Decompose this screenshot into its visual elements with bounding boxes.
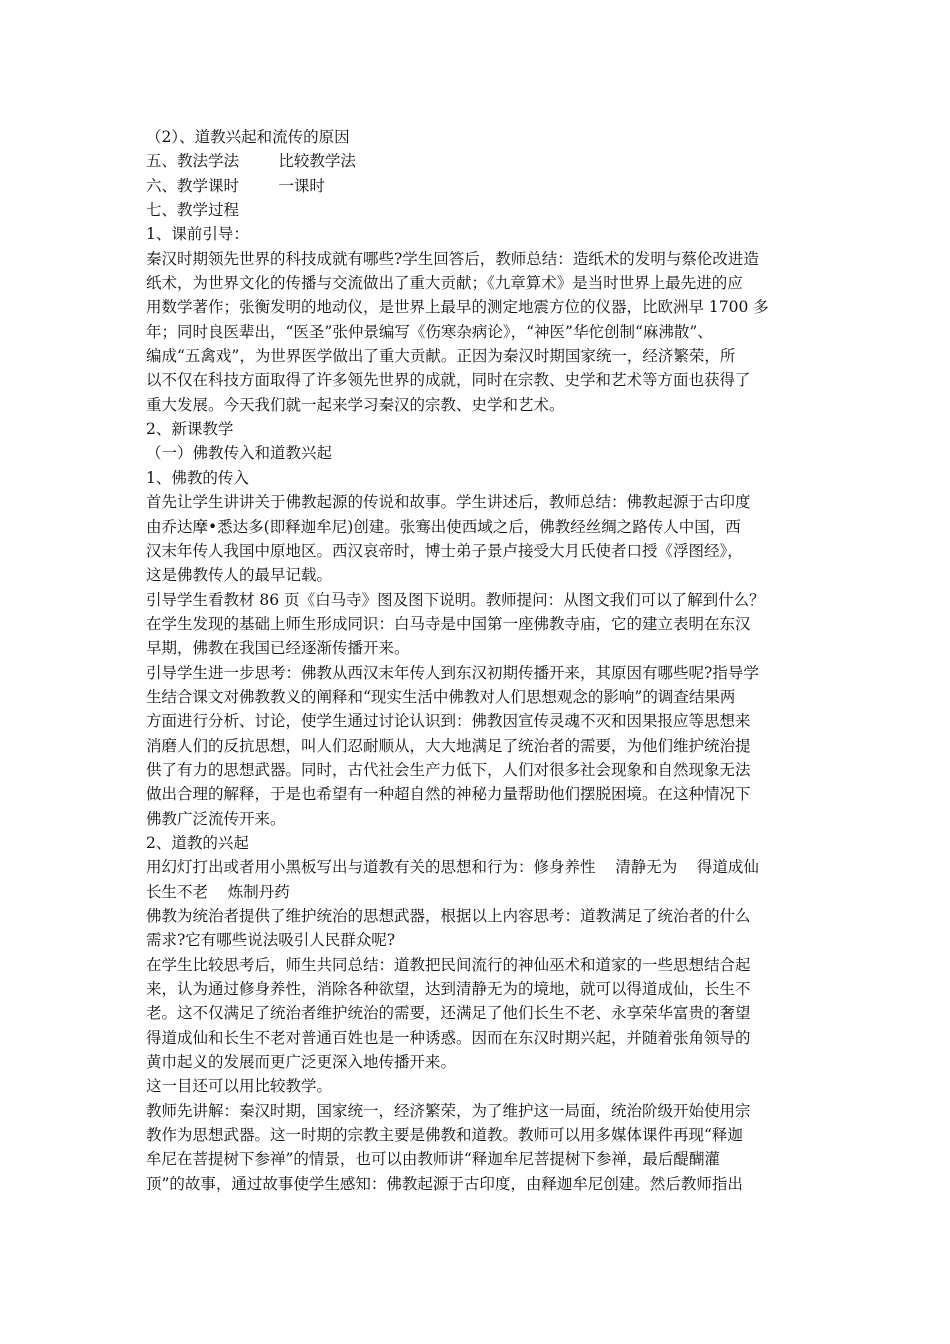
paragraph-line: 佛教广泛流传开来。: [146, 809, 286, 828]
paragraph-line: 方面进行分析、讨论，使学生通过讨论认识到：佛教因宣传灵魂不灭和因果报应等思想来: [146, 712, 751, 731]
paragraph-line: 顶”的故事，通过故事使学生感知：佛教起源于古印度，由释迦牟尼创建。然后教师指出: [146, 1174, 743, 1193]
paragraph-line: 在学生比较思考后，师生共同总结：道教把民间流行的神仙巫术和道家的一些思想结合起: [146, 955, 751, 974]
paragraph-line: 首先让学生讲讲关于佛教起源的传说和故事。学生讲述后，教师总结：佛教起源于古印度: [146, 493, 751, 512]
paragraph-line: 秦汉时期领先世界的科技成就有哪些?学生回答后，教师总结：造纸术的发明与蔡伦改进造: [146, 249, 759, 268]
paragraph-line: 以不仅在科技方面取得了许多领先世界的成就，同时在宗教、史学和艺术等方面也获得了: [146, 371, 751, 390]
subsection-heading: 1、佛教的传入: [146, 468, 249, 487]
paragraph-line: 长生不老 炼制丹药: [146, 882, 290, 901]
paragraph-line: 佛教为统治者提供了维护统治的思想武器，根据以上内容思考：道教满足了统治者的什么: [146, 907, 751, 925]
paragraph-line: 早期，佛教在我国已经逐渐传播开来。: [146, 639, 410, 658]
paragraph-line: 由乔达摩•悉达多(即释迦牟尼)创建。张骞出使西域之后，佛教经丝绸之路传人中国，西: [146, 517, 741, 536]
subsection-heading: 2、新课教学: [146, 420, 234, 439]
paragraph-line: 生结合课文对佛教教义的阐释和“现实生活中佛教对人们思想观念的影响”的调查结果两: [146, 687, 736, 706]
section-heading: 五、教法学法 比较教学法: [146, 152, 356, 171]
paragraph-line: 教作为思想武器。这一时期的宗教主要是佛教和道教。教师可以用多媒体课件再现“释迦: [146, 1126, 743, 1145]
paragraph-line: 引导学生进一步思考：佛教从西汉末年传人到东汉初期传播开来，其原因有哪些呢?指导学: [146, 663, 759, 682]
section-heading: 六、教学课时 一课时: [146, 176, 325, 195]
paragraph-line: 老。这不仅满足了统治者维护统治的需要，还满足了他们长生不老、永享荣华富贵的奢望: [146, 1004, 751, 1023]
paragraph-line: 用幻灯打出或者用小黑板写出与道教有关的思想和行为：修身养性 清静无为 得道成仙: [146, 858, 759, 877]
paragraph-line: 引导学生看教材 86 页《白马寺》图及图下说明。教师提问：从图文我们可以了解到什么？: [146, 590, 765, 609]
paragraph-line: 在学生发现的基础上师生形成同识：白马寺是中国第一座佛教寺庙，它的建立表明在东汉: [146, 614, 751, 633]
paragraph-line: 用数学著作；张衡发明的地动仪，是世界上最早的测定地震方位的仪器，比欧洲早 1700 多: [146, 298, 769, 317]
paragraph-line: 供了有力的思想武器。同时，古代社会生产力低下，人们对很多社会现象和自然现象无法: [146, 760, 751, 779]
paragraph-line: 教师先讲解：秦汉时期，国家统一，经济繁荣，为了维护这一局面，统治阶级开始使用宗: [146, 1101, 751, 1120]
paragraph-line: 得道成仙和长生不老对普通百姓也是一种诱惑。因而在东汉时期兴起，并随着张角领导的: [146, 1028, 751, 1047]
paragraph-line: 来，认为通过修身养性，消除各种欲望，达到清静无为的境地，就可以得道成仙，长生不: [146, 980, 751, 999]
paragraph-line: 黄巾起义的发展而更广泛更深入地传播开来。: [146, 1053, 457, 1072]
paragraph-line: 这是佛教传人的最早记载。: [146, 566, 333, 585]
paragraph-line: 需求?它有哪些说法吸引人民群众呢?: [146, 931, 396, 950]
paragraph-line: 纸术，为世界文化的传播与交流做出了重大贡献；《九章算术》是当时世界上最先进的应: [146, 274, 743, 293]
paragraph-line: 年；同时良医辈出，“医圣”张仲景编写《伤寒杂病论》，“神医”华佗创制“麻沸散”、: [146, 322, 713, 341]
paragraph-line: 这一目还可以用比较教学。: [146, 1077, 333, 1096]
paragraph-line: 编成“五禽戏”，为世界医学做出了重大贡献。正因为秦汉时期国家统一，经济繁荣，所: [146, 347, 736, 366]
paragraph-line: 重大发展。今天我们就一起来学习秦汉的宗教、史学和艺术。: [146, 395, 565, 414]
subsection-heading: （一）佛教传入和道教兴起: [146, 444, 333, 463]
document-body: [146, 125, 808, 1196]
paragraph-line: 牟尼在菩提树下参禅”的情景，也可以由教师讲“释迦牟尼菩提树下参禅，最后醍醐灌: [146, 1150, 720, 1169]
section-heading: （2）、道教兴起和流传的原因: [146, 128, 350, 146]
subsection-heading: 1、课前引导：: [146, 225, 249, 244]
section-heading: 七、教学过程: [146, 201, 240, 220]
paragraph-line: 消磨人们的反抗思想，叫人们忍耐顺从，大大地满足了统治者的需要，为他们维护统治提: [146, 736, 751, 755]
paragraph-line: 做出合理的解释，于是也希望有一种超自然的神秘力量帮助他们摆脱困境。在这种情况下: [146, 785, 751, 804]
paragraph-line: 汉末年传人我国中原地区。西汉哀帝时，博士弟子景卢接受大月氏使者口授《浮图经》，: [146, 541, 743, 560]
subsection-heading: 2、道教的兴起: [146, 833, 249, 852]
